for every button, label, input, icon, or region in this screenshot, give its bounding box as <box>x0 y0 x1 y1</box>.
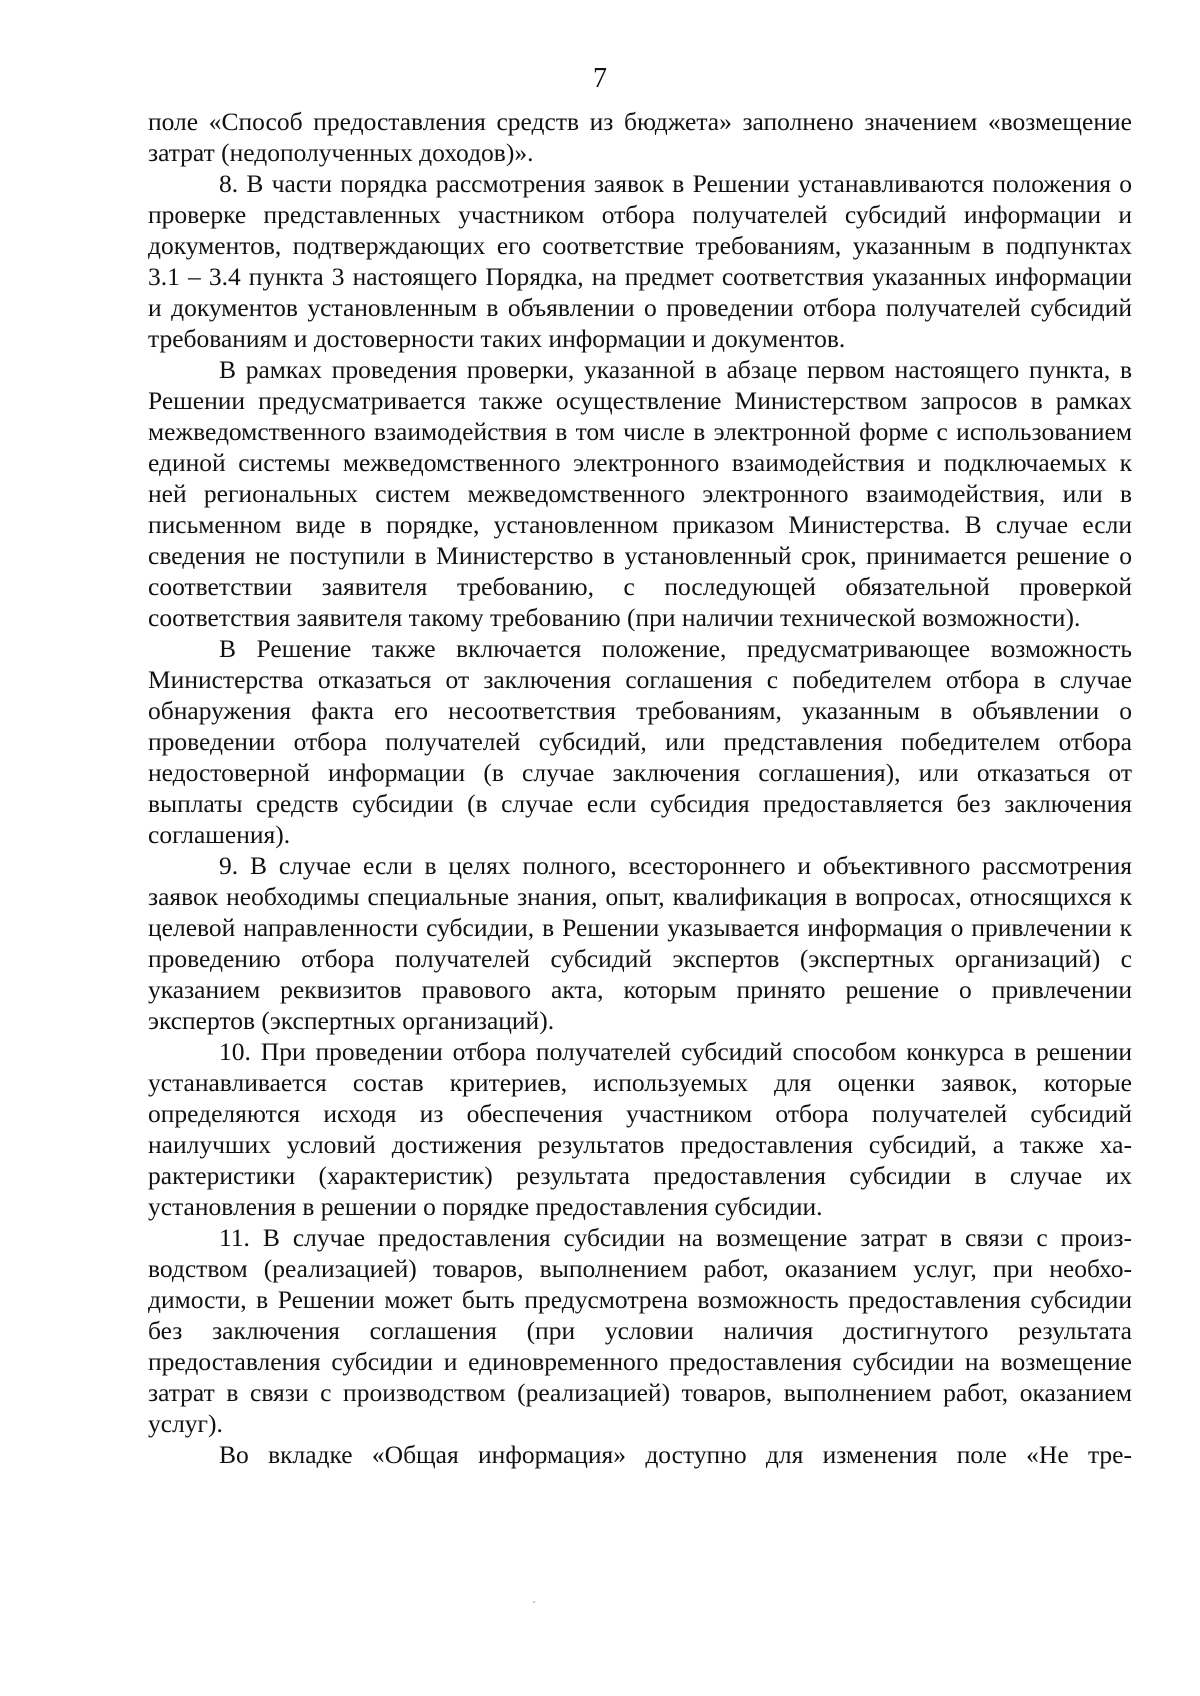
paragraph-item-9: 9. В случае если в целях полного, всестороннего и объективного рассмотрения заявок необходимы специальные знания, опыт, квалификация в вопросах, относящихся к целевой направленности субсидии, в Решении указывается информация о привлечении к проведению отбора получателей субсидий экспертов (экспертных организаций) с указанием реквизитов правового акта, которым принято решение о привлечении экспертов (экспертных организаций). <box>148 851 1132 1035</box>
document-body <box>148 106 1132 1470</box>
scan-speck <box>533 1601 535 1603</box>
paragraph-check-details: В рамках проведения проверки, указанной в абзаце первом настоящего пункта, в Решении предусматривается также осуществление Министерством запросов в рамках межведомственного взаимодействия в том числе в электронной форме с использованием единой системы межведомственного электронного взаимодействия и подключаемых к ней региональных систем межведомственного электронного взаимодействия, или в письменном виде в порядке, установленном приказом Министерства. В случае если сведения не поступили в Министерство в установленный срок, принимается решение о соответствии заявителя требованию, с последующей обязательной проверкой соответствия заявителя такому требованию (при наличии технической возможности). <box>148 355 1132 632</box>
paragraph-item-11: 11. В случае предоставления субсидии на возмещение затрат в связи с производством (реализацией) товаров, выполнением работ, оказанием услуг, при необходимости, в Решении может быть предусмотрена возможность предоставления субсидии без заключения соглашения (при условии наличия достигнутого результата предоставления субсидии и единовременного предоставления субсидии на возмещение затрат в связи с производством (реализацией) товаров, выполнением работ, оказанием услуг). <box>148 1223 1132 1438</box>
paragraph-general-info-tab: Во вкладке «Общая информация» доступно для изменения поле «Не тре- <box>219 1440 1132 1469</box>
paragraph-item-8: 8. В части порядка рассмотрения заявок в Решении устанавливаются положения о проверке представленных участником отбора получателей субсидий информации и документов, подтверждающих его соответствие требованиям, указанным в подпунктах 3.1 – 3.4 пункта 3 настоящего Порядка, на предмет соответствия указанных информации и документов установленным в объявлении о проведении отбора получателей субсидий требованиям и достоверности таких информации и документов. <box>148 169 1132 353</box>
paragraph-item-10: 10. При проведении отбора получателей субсидий способом конкурса в решении устанавливается состав критериев, используемых для оценки заявок, которые определяются исходя из обеспечения участником отбора получателей субсидий наилучших условий достижения результатов предоставления субсидий, а также характеристики (характеристик) результата предоставления субсидии в случае их установления в решении о порядке предоставления субсидии. <box>148 1037 1132 1221</box>
paragraph-refusal-provision: В Решение также включается положение, предусматривающее возможность Министерства отказаться от заключения соглашения с победителем отбора в случае обнаружения факта его несоответствия требованиям, указанным в объявлении о проведении отбора получателей субсидий, или представления победителем отбора недостоверной информации (в случае заключения соглашения), или отказаться от выплаты средств субсидии (в случае если субсидия предоставляется без заключения соглашения). <box>148 634 1132 849</box>
paragraph-continuation: поле «Способ предоставления средств из бюджета» заполнено значением «возмещение затрат (недополученных доходов)». <box>148 107 1132 167</box>
page-number: 7 <box>593 63 607 94</box>
